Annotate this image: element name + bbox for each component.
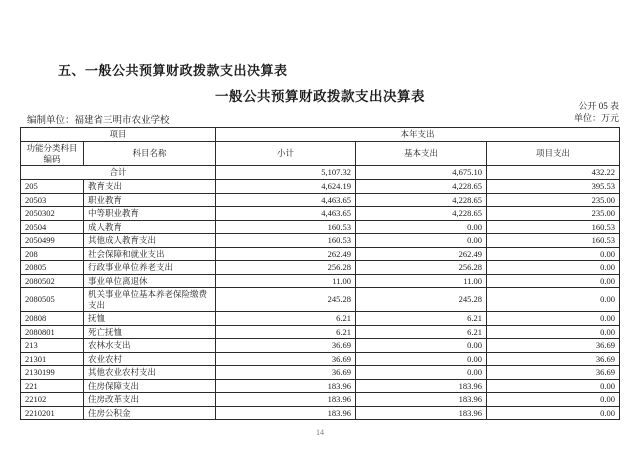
row-name: 农林水支出 (84, 339, 216, 353)
row-name: 机关事业单位基本养老保险缴费支出 (84, 288, 216, 312)
row-basic: 6.21 (356, 325, 487, 339)
row-name: 成人教育 (84, 220, 216, 234)
page-number: 14 (316, 428, 324, 437)
table-body (21, 166, 620, 420)
header-group-year: 本年支出 (216, 128, 620, 142)
prepared-by: 编制单位：福建省三明市农业学校 (27, 116, 170, 126)
row-name: 抚恤 (84, 312, 216, 326)
header-col-code: 功能分类科目编码 (21, 142, 84, 166)
row-basic: 0.00 (356, 339, 487, 353)
row-name: 教育支出 (84, 180, 216, 194)
row-subtotal: 183.96 (216, 379, 356, 393)
row-name: 职业教育 (84, 193, 216, 207)
row-subtotal: 36.69 (216, 339, 356, 353)
row-subtotal: 4,463.65 (216, 193, 356, 207)
row-name: 住房公积金 (84, 406, 216, 420)
row-basic: 262.49 (356, 247, 487, 261)
row-project: 36.69 (487, 352, 620, 366)
row-code: 20504 (21, 220, 84, 234)
row-basic: 183.96 (356, 379, 487, 393)
table-row (21, 207, 620, 221)
total-subtotal: 5,107.32 (216, 166, 356, 180)
row-name: 农业农村 (84, 352, 216, 366)
row-basic: 183.96 (356, 393, 487, 407)
row-subtotal: 36.69 (216, 366, 356, 380)
row-name: 住房保障支出 (84, 379, 216, 393)
total-basic: 4,675.10 (356, 166, 487, 180)
row-subtotal: 6.21 (216, 312, 356, 326)
row-project: 0.00 (487, 261, 620, 275)
row-basic: 0.00 (356, 366, 487, 380)
row-code: 205 (21, 180, 84, 194)
row-project: 395.53 (487, 180, 620, 194)
row-project: 36.69 (487, 339, 620, 353)
table-row (21, 180, 620, 194)
row-project: 0.00 (487, 379, 620, 393)
row-basic: 0.00 (356, 352, 487, 366)
row-basic: 4,228.65 (356, 193, 487, 207)
row-subtotal: 256.28 (216, 261, 356, 275)
row-basic: 245.28 (356, 288, 487, 312)
row-project: 160.53 (487, 220, 620, 234)
row-code: 20808 (21, 312, 84, 326)
row-code: 21301 (21, 352, 84, 366)
row-name: 社会保障和就业支出 (84, 247, 216, 261)
row-project: 235.00 (487, 207, 620, 221)
row-project: 0.00 (487, 393, 620, 407)
row-code: 2050302 (21, 207, 84, 221)
table-row (21, 406, 620, 420)
table-row (21, 261, 620, 275)
header-group-item: 项目 (21, 128, 216, 142)
row-subtotal: 6.21 (216, 325, 356, 339)
row-project: 0.00 (487, 325, 620, 339)
row-code: 2050499 (21, 234, 84, 248)
row-name: 事业单位离退休 (84, 274, 216, 288)
row-basic: 256.28 (356, 261, 487, 275)
row-subtotal: 245.28 (216, 288, 356, 312)
row-code: 20805 (21, 261, 84, 275)
table-row (21, 274, 620, 288)
row-code: 2080502 (21, 274, 84, 288)
row-name: 其他农业农村支出 (84, 366, 216, 380)
row-project: 0.00 (487, 312, 620, 326)
row-name: 其他成人教育支出 (84, 234, 216, 248)
header-col-basic: 基本支出 (356, 142, 487, 166)
header-col-subtotal: 小计 (216, 142, 356, 166)
table-row (21, 234, 620, 248)
row-project: 0.00 (487, 247, 620, 261)
row-name: 住房改革支出 (84, 393, 216, 407)
row-subtotal: 183.96 (216, 406, 356, 420)
row-code: 20503 (21, 193, 84, 207)
table-row (21, 288, 620, 312)
header-col-name: 科目名称 (84, 142, 216, 166)
row-basic: 4,228.65 (356, 180, 487, 194)
doc-code: 公开 05 表 (578, 101, 619, 111)
row-project: 0.00 (487, 406, 620, 420)
row-project: 36.69 (487, 366, 620, 380)
row-subtotal: 36.69 (216, 352, 356, 366)
row-subtotal: 262.49 (216, 247, 356, 261)
row-basic: 0.00 (356, 234, 487, 248)
unit-label: 单位：万元 (573, 113, 619, 123)
table-row (21, 352, 620, 366)
table-row (21, 325, 620, 339)
row-project: 0.00 (487, 274, 620, 288)
row-name: 死亡抚恤 (84, 325, 216, 339)
table-title: 一般公共预算财政拨款支出决算表 (215, 89, 425, 104)
row-code: 2210201 (21, 406, 84, 420)
row-basic: 11.00 (356, 274, 487, 288)
table-row (21, 312, 620, 326)
row-name: 行政事业单位养老支出 (84, 261, 216, 275)
total-label: 合计 (21, 166, 216, 180)
row-basic: 4,228.65 (356, 207, 487, 221)
table-row (21, 339, 620, 353)
total-project: 432.22 (487, 166, 620, 180)
budget-table (20, 127, 620, 420)
row-subtotal: 11.00 (216, 274, 356, 288)
table-row (21, 193, 620, 207)
row-project: 235.00 (487, 193, 620, 207)
row-code: 2080505 (21, 288, 84, 312)
row-subtotal: 4,463.65 (216, 207, 356, 221)
header-col-project: 项目支出 (487, 142, 620, 166)
table-row (21, 393, 620, 407)
row-name: 中等职业教育 (84, 207, 216, 221)
row-code: 213 (21, 339, 84, 353)
row-code: 221 (21, 379, 84, 393)
row-subtotal: 160.53 (216, 234, 356, 248)
row-subtotal: 160.53 (216, 220, 356, 234)
row-basic: 6.21 (356, 312, 487, 326)
table-row (21, 379, 620, 393)
row-subtotal: 4,624.19 (216, 180, 356, 194)
table-row (21, 220, 620, 234)
row-project: 0.00 (487, 288, 620, 312)
row-subtotal: 183.96 (216, 393, 356, 407)
row-code: 2080801 (21, 325, 84, 339)
section-title: 五、一般公共预算财政拨款支出决算表 (58, 63, 288, 78)
row-project: 160.53 (487, 234, 620, 248)
row-code: 208 (21, 247, 84, 261)
total-row (21, 166, 620, 180)
table-row (21, 247, 620, 261)
row-basic: 0.00 (356, 220, 487, 234)
table-row (21, 366, 620, 380)
row-code: 22102 (21, 393, 84, 407)
row-code: 2130199 (21, 366, 84, 380)
row-basic: 183.96 (356, 406, 487, 420)
